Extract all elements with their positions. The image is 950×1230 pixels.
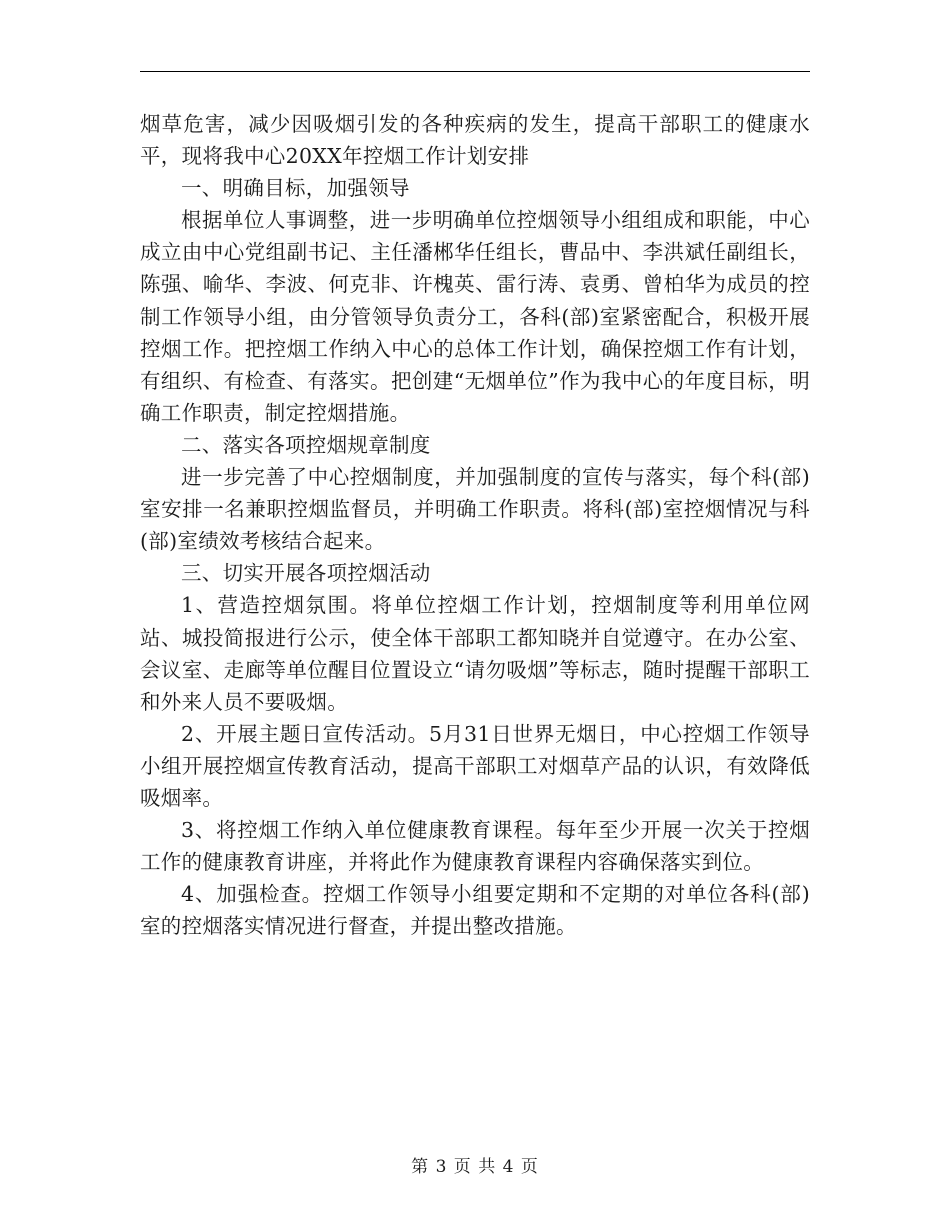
page-number: 第 3 页 共 4 页 xyxy=(411,1157,539,1177)
section-heading-3: 三、切实开展各项控烟活动 xyxy=(181,561,431,586)
header-rule xyxy=(140,71,810,72)
paragraph-activity-4: 4、加强检查。控烟工作领导小组要定期和不定期的对单位各科(部)室的控烟落实情况进行督查，并提出整改措施。 xyxy=(140,882,810,939)
paragraph-leadership: 根据单位人事调整，进一步明确单位控烟领导小组组成和职能，中心成立由中心党组副书记、主任潘郴华任组长，曹品中、李洪斌任副组长，陈强、喻华、李波、何克非、许槐英、雷行涛、袁勇、曾柏华为成员的控制工作领导小组，由分管领导负责分工，各科(部)室紧密配合，积极开展控烟工作。把控烟工作纳入中心的总体工作计划，确保控烟工作有计划，有组织、有检查、有落实。把创建“无烟单位”作为我中心的年度目标，明确工作职责，制定控烟措施。 xyxy=(140,208,810,425)
section-heading-1: 一、明确目标，加强领导 xyxy=(181,176,410,201)
paragraph-activity-1: 1、营造控烟氛围。将单位控烟工作计划，控烟制度等利用单位网站、城投简报进行公示，使全体干部职工都知晓并自觉遵守。在办公室、会议室、走廊等单位醒目位置设立“请勿吸烟”等标志，随时提醒干部职工和外来人员不要吸烟。 xyxy=(140,593,810,714)
paragraph-regulations: 进一步完善了中心控烟制度，并加强制度的宣传与落实，每个科(部)室安排一名兼职控烟监督员，并明确工作职责。将科(部)室控烟情况与科(部)室绩效考核结合起来。 xyxy=(140,465,810,554)
paragraph-activity-2: 2、开展主题日宣传活动。5月31日世界无烟日，中心控烟工作领导小组开展控烟宣传教育活动，提高干部职工对烟草产品的认识，有效降低吸烟率。 xyxy=(140,721,810,810)
section-heading-2: 二、落实各项控烟规章制度 xyxy=(181,432,431,457)
paragraph-intro: 烟草危害，减少因吸烟引发的各种疾病的发生，提高干部职工的健康水平，现将我中心20XX年控烟工作计划安排 xyxy=(140,112,810,169)
paragraph-activity-3: 3、将控烟工作纳入单位健康教育课程。每年至少开展一次关于控烟工作的健康教育讲座，并将此作为健康教育课程内容确保落实到位。 xyxy=(140,818,810,875)
document-body xyxy=(140,108,810,942)
